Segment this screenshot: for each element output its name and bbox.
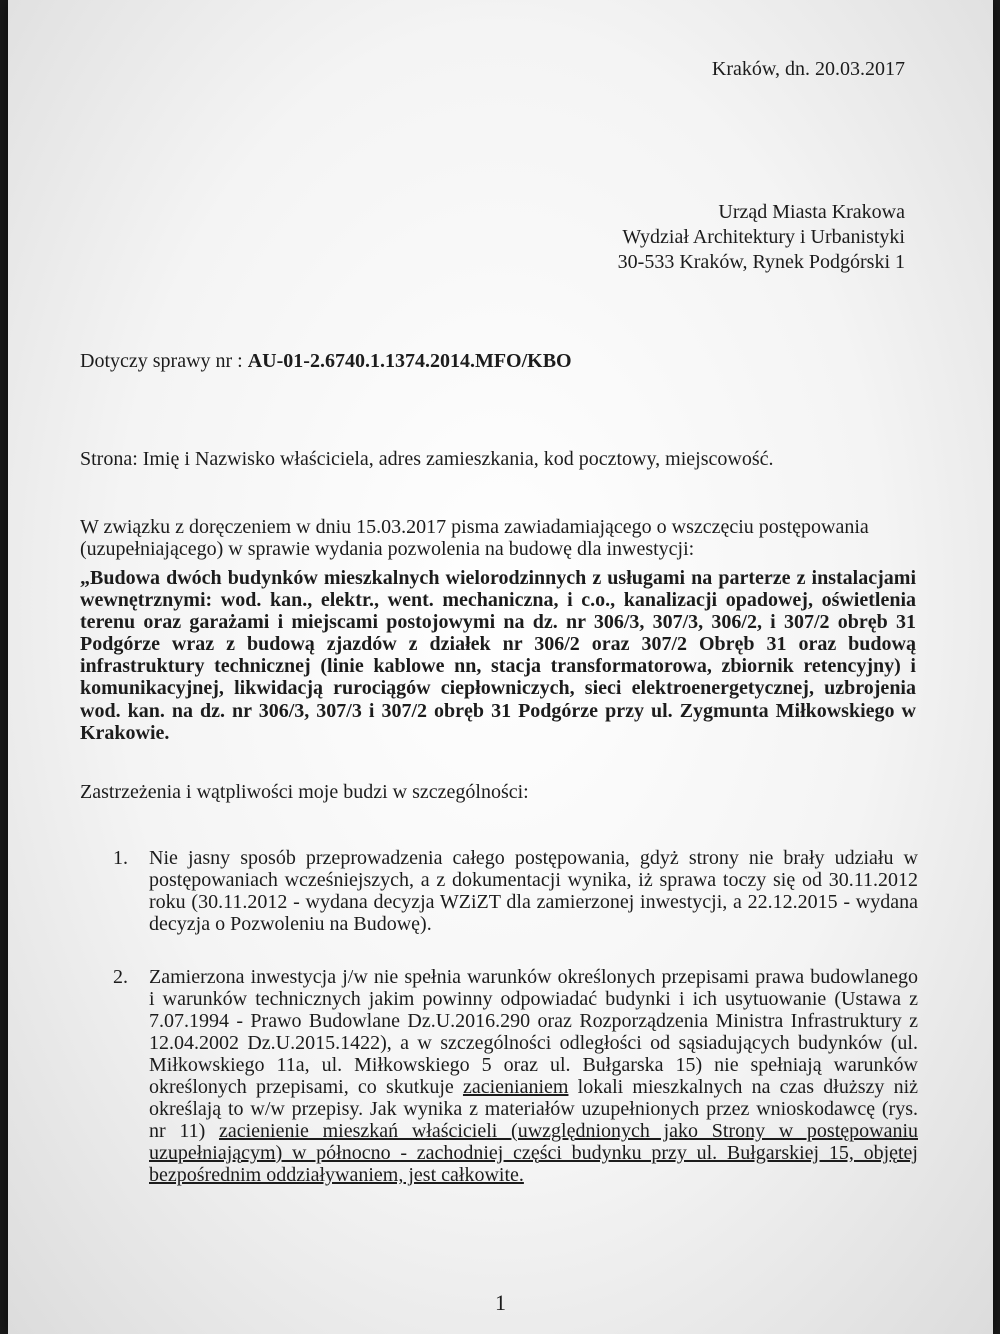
document-page xyxy=(8,0,993,1334)
case-number: AU-01-2.6740.1.1374.2014.MFO/KBO xyxy=(247,350,572,372)
recipient-line-2: Wydział Architektury i Urbanistyki xyxy=(622,226,905,248)
case-reference xyxy=(80,350,572,373)
list-item xyxy=(113,966,918,1186)
recipient-address xyxy=(618,200,905,275)
place-date: Kraków, dn. 20.03.2017 xyxy=(711,58,905,80)
intro-paragraph: W związku z doręczeniem w dniu 15.03.2017 pisma zawiadamiającego o wszczęciu postępowania (uzupełniającego) w sprawie wydania pozwolenia na budowę dla inwestycji: xyxy=(80,516,869,560)
list-item-text: Nie jasny sposób przeprowadzenia całego postępowania, gdyż strony nie brały udziału w postępowaniach wcześniejszych, a z dokumentacji wynika, iż sprawa toczy się od 30.11.2012 roku (30.11.2012 - wydana decyzja WZiZT dla zamierzonej inwestycji, a 22.12.2015 - wydana decyzja o Pozwoleniu na Budowę). xyxy=(149,847,918,935)
item-2-text-a: Zamierzona inwestycja j/w nie spełnia warunków określonych przepisami prawa budowlanego i warunków technicznych jakim powinny odpowiadać budynki i ich usytuowanie (Ustawa z 7.07.1994 - Prawo Budowlane Dz.U.2016.290 oraz Rozporządzenia Ministra Infrastruktury z 12.04.2002 Dz.U.2015.1422), a w szczególności odległości od sąsiadujących budynków (ul. Miłkowskiego 11a, ul. Miłkowskiego 5 oraz ul. Bułgarska 15) nie spełniają warunków określonych przepisami, co skutkuje xyxy=(149,966,918,1098)
item-2-text-b: lokali mieszkalnych na czas dłuższy niż określają to w/w przepisy. Jak wynika z materiałów uzupełnionych przez wnioskodawcę (rys. nr 11) xyxy=(149,1076,919,1142)
investment-description: „Budowa dwóch budynków mieszkalnych wielorodzinnych z usługami na parterze z instalacjami wewnętrznymi: wod. kan., elektr., went. mechaniczna, i c.o., kanalizacji opadowej, oświetlenia terenu oraz garażami i miejscami postojowymi na dz. nr 306/3, 307/3, 306/2, i 307/2 obręb 31 Podgórze wraz z budową zjazdów z działek nr 306/2 oraz 307/2 Obręb 31 oraz budową infrastruktury technicznej (linie kablowe nn, stacja transformatorowa, zbiornik retencyjny) i komunikacyjnej, likwidacją rurociągów ciepłowniczych, sieci elektroenergetycznej, uzbrojenia wod. kan. na dz. nr 306/3, 307/3 i 307/2 obręb 31 Podgórze przy ul. Zygmunta Miłkowskiego w Krakowie. xyxy=(80,567,916,744)
party-line: Strona: Imię i Nazwisko właściciela, adres zamieszkania, kod pocztowy, miejscowość. xyxy=(80,448,774,470)
concerns-heading: Zastrzeżenia i wątpliwości moje budzi w szczególności: xyxy=(80,781,529,803)
underlined-conclusion: zacienienie mieszkań właścicieli (uwzględnionych jako Strony w postępowaniu uzupełniającym) w północno - zachodniej części budynku przy ul. Bułgarskiej 15, objętej bezpośrednim oddziaływaniem, jest całkowite. xyxy=(149,1120,919,1186)
page-number: 1 xyxy=(495,1290,506,1315)
recipient-line-3: 30-533 Kraków, Rynek Podgórski 1 xyxy=(617,251,905,273)
list-item-number: 2. xyxy=(113,966,128,988)
list-item-text xyxy=(149,966,918,1186)
list-item-number: 1. xyxy=(113,847,128,869)
underlined-phrase: zacienianiem xyxy=(462,1076,569,1098)
list-item xyxy=(113,847,918,935)
case-label: Dotyczy sprawy nr : xyxy=(80,350,248,372)
recipient-line-1: Urząd Miasta Krakowa xyxy=(718,201,905,223)
